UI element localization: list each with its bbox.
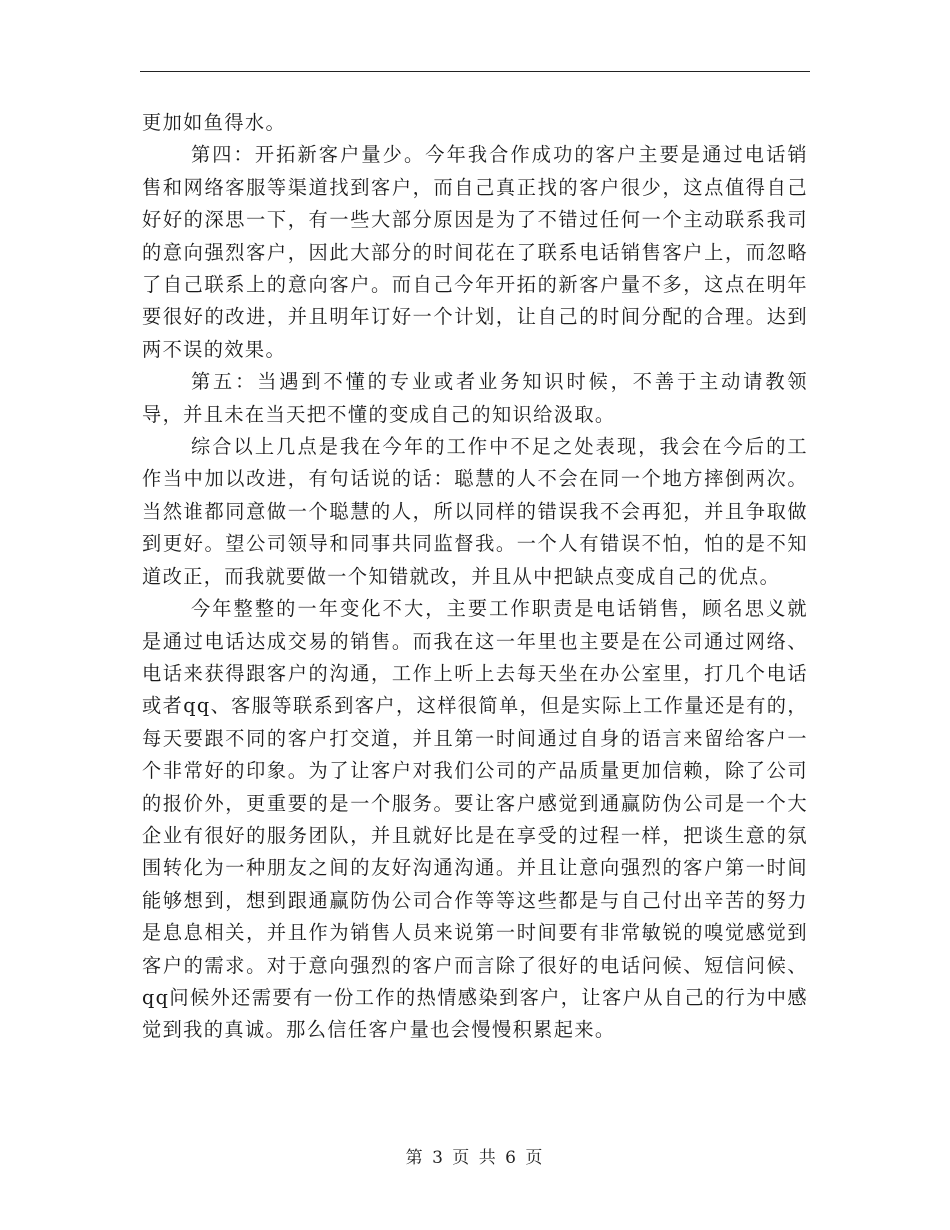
paragraph-5: 今年整整的一年变化不大，主要工作职责是电话销售，顾名思义就是通过电话达成交易的销售。而我在这一年里也主要是在公司通过网络、电话来获得跟客户的沟通，工作上听上去每天坐在办公室里，打几个电话或者qq、客服等联系到客户，这样很简单，但是实际上工作量还是有的，每天要跟不同的客户打交道，并且第一时间通过自身的语言来留给客户一个非常好的印象。为了让客户对我们公司的产品质量更加信赖，除了公司的报价外，更重要的是一个服务。要让客户感觉到通赢防伪公司是一个大企业有很好的服务团队，并且就好比是在享受的过程一样，把谈生意的氛围转化为一种朋友之间的友好沟通沟通。并且让意向强烈的客户第一时间能够想到，想到跟通赢防伪公司合作等等这些都是与自己付出辛苦的努力是息息相关，并且作为销售人员来说第一时间要有非常敏锐的嗅觉感觉到客户的需求。对于意向强烈的客户而言除了很好的电话问候、短信问候、qq问候外还需要有一份工作的热情感染到客户，让客户从自己的行为中感觉到我的真诚。那么信任客户量也会慢慢积累起来。 (142, 597, 808, 1042)
page-number-footer: 第 3 页 共 6 页 (405, 1148, 545, 1168)
paragraph-3: 第五：当遇到不懂的专业或者业务知识时候，不善于主动请教领导，并且未在当天把不懂的变成自己的知识给汲取。 (142, 370, 808, 426)
paragraph-1: 更加如鱼得水。 (142, 111, 287, 134)
header-rule (140, 71, 810, 72)
paragraph-2: 第四：开拓新客户量少。今年我合作成功的客户主要是通过电话销售和网络客服等渠道找到客户，而自己真正找的客户很少，这点值得自己好好的深思一下，有一些大部分原因是为了不错过任何一个主动联系我司的意向强烈客户，因此大部分的时间花在了联系电话销售客户上，而忽略了自己联系上的意向客户。而自己今年开拓的新客户量不多，这点在明年要很好的改进，并且明年订好一个计划，让自己的时间分配的合理。达到两不误的效果。 (142, 143, 808, 361)
document-body (142, 107, 808, 1047)
paragraph-4: 综合以上几点是我在今年的工作中不足之处表现，我会在今后的工作当中加以改进，有句话说的话：聪慧的人不会在同一个地方摔倒两次。当然谁都同意做一个聪慧的人，所以同样的错误我不会再犯，并且争取做到更好。望公司领导和同事共同监督我。一个人有错误不怕，怕的是不知道改正，而我就要做一个知错就改，并且从中把缺点变成自己的优点。 (142, 435, 808, 588)
